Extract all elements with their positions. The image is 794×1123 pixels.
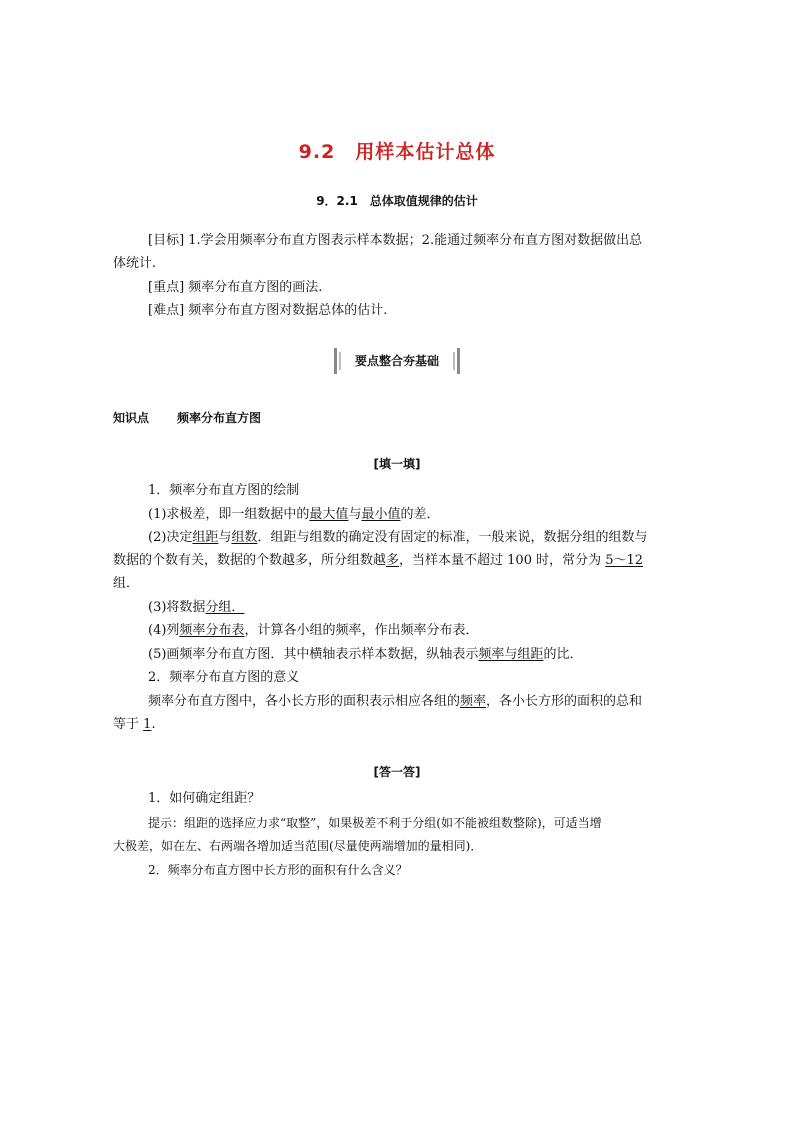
step-4-end: ，计算各小组的频率，作出频率分布表． [244,623,479,638]
step-5-text: (5)画频率分布直方图．其中横轴表示样本数据，纵轴表示 [148,647,479,662]
answer-heading: [答一答] [373,765,421,779]
answer-grouping: 分组． [205,600,245,615]
step-2-end: ．组距与组数的确定没有固定的标准，一般来说，数据分组的组数与 [257,530,648,545]
step-5 [148,644,582,666]
answer-frequency-width: 频率与组距 [478,647,544,662]
meaning-line-2-end: . [151,717,156,732]
hint-line-1: 提示：组距的选择应力求“取整”，如果极差不利于分组(如不能被组数整除)，可适当增 [148,816,602,830]
question-1: 1．如何确定组距？ [148,791,261,806]
key-point: [重点] 频率分布直方图的画法. [148,280,323,295]
chapter-title: 9.2 用样本估计总体 [298,141,496,163]
meaning-line-2-text: 等于 [113,717,140,732]
answer-class-width: 组距 [192,530,219,545]
step-5-end: 的比． [543,647,583,662]
banner-right-bar [457,348,460,374]
answer-one: 1 [143,717,152,732]
step-2-line-1 [148,527,647,549]
meaning-text: 频率分布直方图中，各小长方形的面积表示相应各组的 [148,694,461,709]
hint-line-2: 大极差，如在左、右两端各增加适当范围(尽量使两端增加的量相同)． [113,839,483,853]
item2-title: 2．频率分布直方图的意义 [148,670,300,685]
difficult-point: [难点] 频率分布直方图对数据总体的估计. [148,303,388,318]
step-2-line-3: 组． [113,576,140,591]
answer-frequency-table: 频率分布表 [179,623,245,638]
step-1 [148,504,439,526]
step-2-text: (2)决定 [148,530,193,545]
target-line-2: 体统计. [113,256,157,271]
step-2-line-2 [113,550,643,572]
step-4 [148,620,478,642]
meaning-line-1 [148,691,642,713]
knowledge-point-title: 频率分布直方图 [177,411,262,425]
answer-group-range: 5～12 [605,553,644,568]
answer-class-count: 组数 [231,530,258,545]
question-2: 2．频率分布直方图中长方形的面积有什么含义？ [148,863,408,877]
meaning-end: ，各小长方形的面积的总和 [486,694,643,709]
target-line-1: [目标] 1.学会用频率分布直方图表示样本数据；2.能通过频率分布直方图对数据做出总 [148,233,643,248]
answer-frequency: 频率 [460,694,487,709]
step-3-text: (3)将数据 [148,600,206,615]
item1-title: 1．频率分布直方图的绘制 [148,483,300,498]
step-4-text: (4)列 [148,623,180,638]
banner-label: 要点整合夯基础 [354,354,439,368]
knowledge-point-label: 知识点 [113,411,150,425]
meaning-line-2 [113,714,156,736]
answer-more: 多 [386,553,400,568]
banner-right-bar-inner [453,352,455,370]
section-title: 9．2.1 总体取值规律的估计 [316,194,478,208]
section-banner [334,348,460,374]
knowledge-point-heading [113,409,261,426]
fill-heading: [填一填] [373,457,421,471]
step-1-text: (1)求极差，即一组数据中的 [148,507,310,522]
step-3 [148,597,244,619]
answer-max-value: 最大值 [309,507,349,522]
step-1-mid: 与 [348,507,362,522]
answer-min-value: 最小值 [361,507,401,522]
step-2-mid: 与 [218,530,232,545]
step-2-line-2-text: 数据的个数有关，数据的个数越多，所分组数越 [113,553,387,568]
step-2-line-2-mid: ，当样本量不超过 100 时，常分为 [399,553,602,568]
step-1-end: 的差． [400,507,440,522]
